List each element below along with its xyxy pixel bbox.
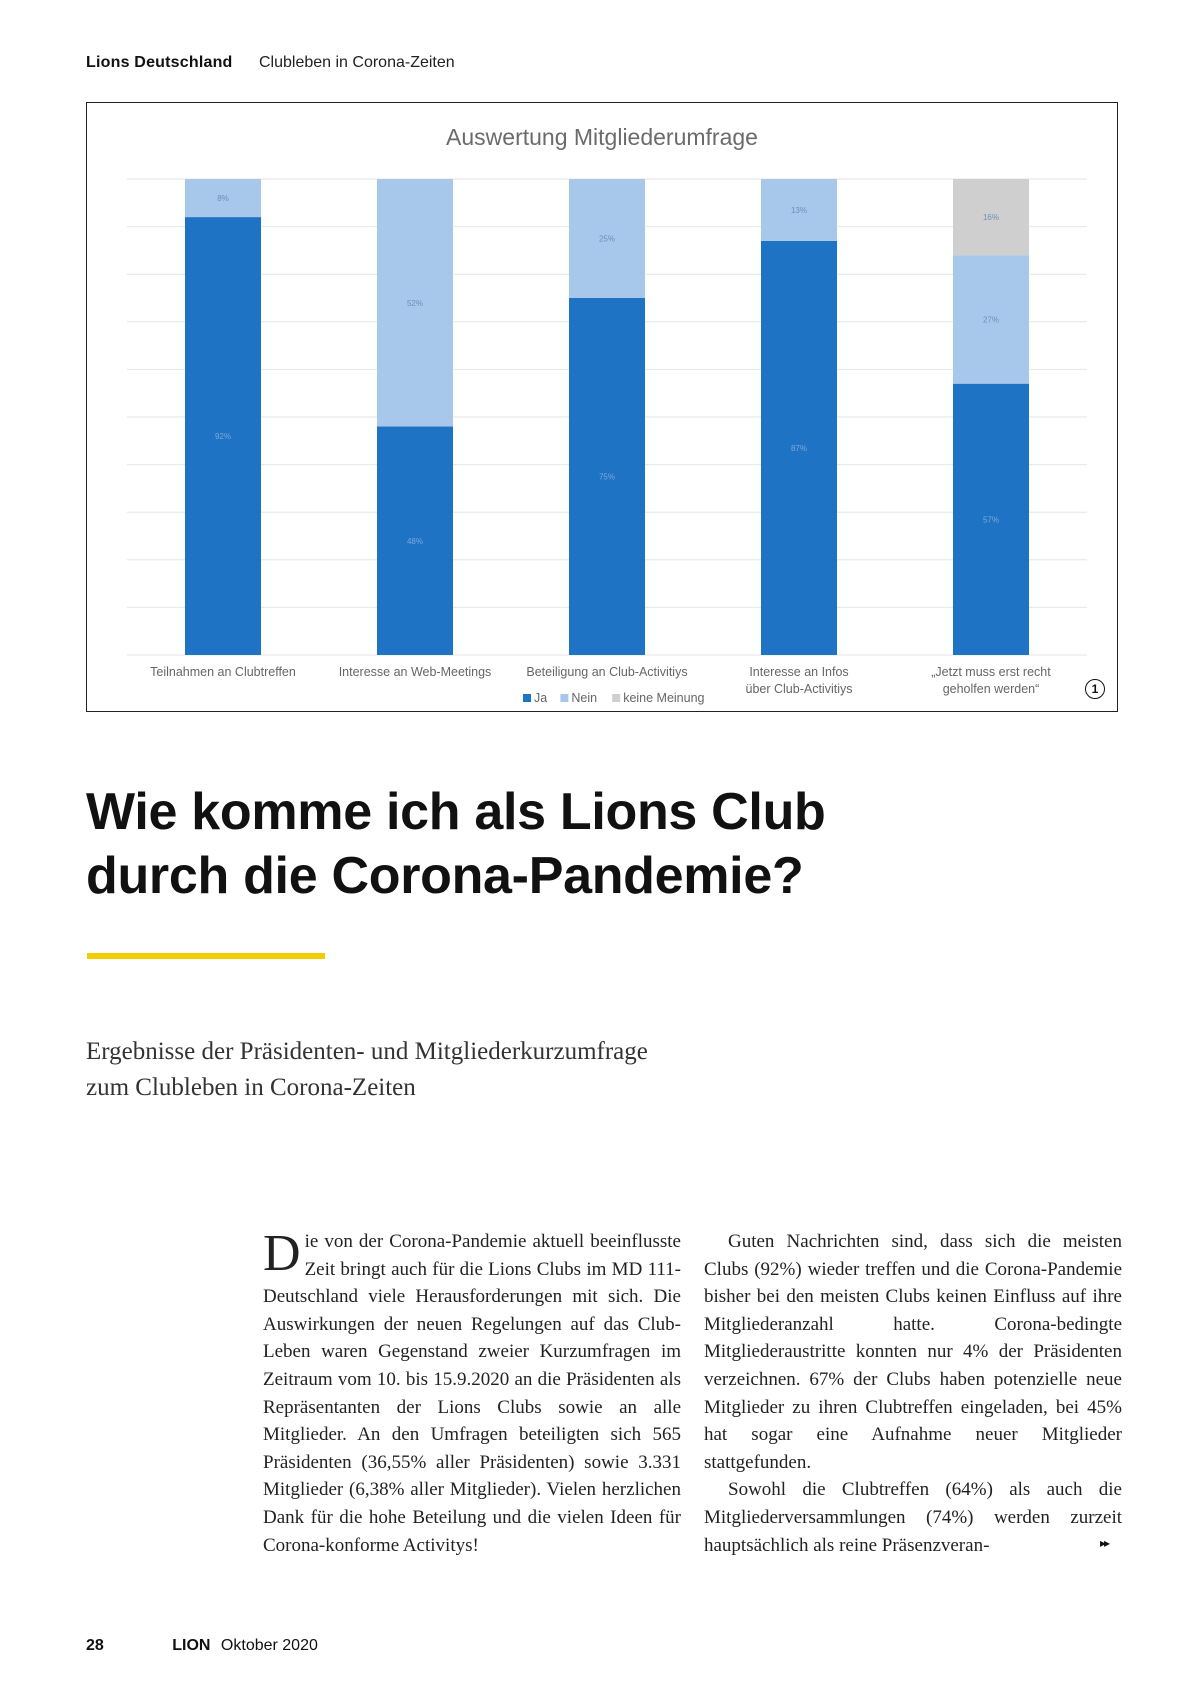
- body-paragraph: Guten Nachrichten sind, dass sich die meisten Clubs (92%) wieder treffen und die Corona-Pandemie bisher bei den meisten Clubs keinen Einfluss auf ihre Mitgliederanzahl hatte. Corona-bedingte Mitgliederaustritte konnten nur 4% der Präsidenten verzeichnen. 67% der Clubs haben potenzielle neue Mitglieder zu ihren Clubtreffen eingeladen, bei 45% hat sogar eine Aufnahme neuer Mitglieder stattgefunden.: [704, 1231, 1122, 1473]
- category-label: „Jetzt muss erst recht: [931, 665, 1051, 679]
- data-label: 48%: [406, 536, 424, 546]
- category-label: Interesse an Infos: [749, 665, 849, 679]
- article-subtitle: [86, 1034, 786, 1106]
- data-label: 92%: [214, 432, 232, 442]
- article-title-line: Wie komme ich als Lions Club: [86, 783, 826, 841]
- category-label: geholfen werden“: [942, 682, 1040, 696]
- intro-text: ie von der Corona-Pandemie aktuell beeinflusste Zeit bringt auch für die Lions Clubs im MD 111-Deutschland viele Herausforderungen mit sich. Die Auswirkungen der neuen Regelungen auf das Club-Leben waren Gegenstand zweier Kurzumfragen im Zeitraum vom 10. bis 15.9.2020 an die Präsidenten als Repräsentanten der Lions Clubs sowie an alle Mitglieder. An den Umfragen beteiligten sich 565 Präsidenten (36,55% aller Präsidenten) sowie 3.331 Mitglieder (6,38% aller Mitglieder). Vielen herzlichen Dank für die hohe Beteilung und die vielen Ideen für Corona-konforme Activitys!: [263, 1231, 681, 1556]
- subtitle-line: zum Clubleben in Corona-Zeiten: [86, 1074, 416, 1101]
- category-label: Teilnahmen an Clubtreffen: [150, 665, 296, 679]
- data-label: 52%: [406, 298, 424, 308]
- category-label: über Club-Activitiys: [745, 682, 853, 696]
- article-title-line: durch die Corona-Pandemie?: [86, 847, 804, 905]
- legend-swatch: [560, 694, 568, 702]
- page-number: 28: [86, 1637, 104, 1654]
- data-label: 8%: [217, 194, 229, 204]
- data-label: 16%: [982, 213, 1000, 223]
- article-column-1: [263, 1225, 681, 1559]
- legend-label: keine Meinung: [623, 691, 705, 705]
- intro-paragraph: [263, 1225, 681, 1559]
- magazine-name: LION: [172, 1637, 211, 1654]
- page-header: [86, 54, 455, 72]
- article-title: [86, 780, 986, 908]
- subtitle-line: Ergebnisse der Präsidenten- und Mitgliederkurzumfrage: [86, 1038, 648, 1065]
- legend-swatch: [523, 694, 531, 702]
- data-label: 57%: [982, 515, 1000, 525]
- legend-label: Ja: [534, 691, 548, 705]
- continue-arrow-icon: ▸▸: [1100, 1536, 1109, 1550]
- data-label: 13%: [790, 205, 808, 215]
- category-label: Interesse an Web-Meetings: [338, 665, 492, 679]
- title-accent-rule: [87, 953, 325, 959]
- section-topic: Clubleben in Corona-Zeiten: [258, 54, 455, 71]
- article-column-2: [704, 1228, 1122, 1559]
- data-label: 25%: [598, 234, 616, 244]
- data-label: 87%: [790, 443, 808, 453]
- data-label: 27%: [982, 315, 1000, 325]
- data-label: 75%: [598, 472, 616, 482]
- issue-date: Oktober 2020: [220, 1637, 318, 1654]
- legend-label: Nein: [571, 691, 598, 705]
- section-name: Lions Deutschland: [86, 54, 233, 71]
- category-label: Beteiligung an Club-Activitiys: [526, 665, 688, 679]
- drop-cap: D: [263, 1225, 301, 1282]
- body-paragraph: Sowohl die Clubtreffen (64%) als auch die Mitgliederversammlungen (74%) werden zurzeit hauptsächlich als reine Präsenzveran-: [704, 1479, 1122, 1556]
- survey-chart: [87, 103, 1117, 711]
- chart-title: Auswertung Mitgliederumfrage: [446, 124, 758, 150]
- page-footer: [86, 1637, 318, 1655]
- figure-number: 1: [1085, 679, 1105, 699]
- survey-chart-figure: [86, 102, 1118, 712]
- legend-swatch: [612, 694, 620, 702]
